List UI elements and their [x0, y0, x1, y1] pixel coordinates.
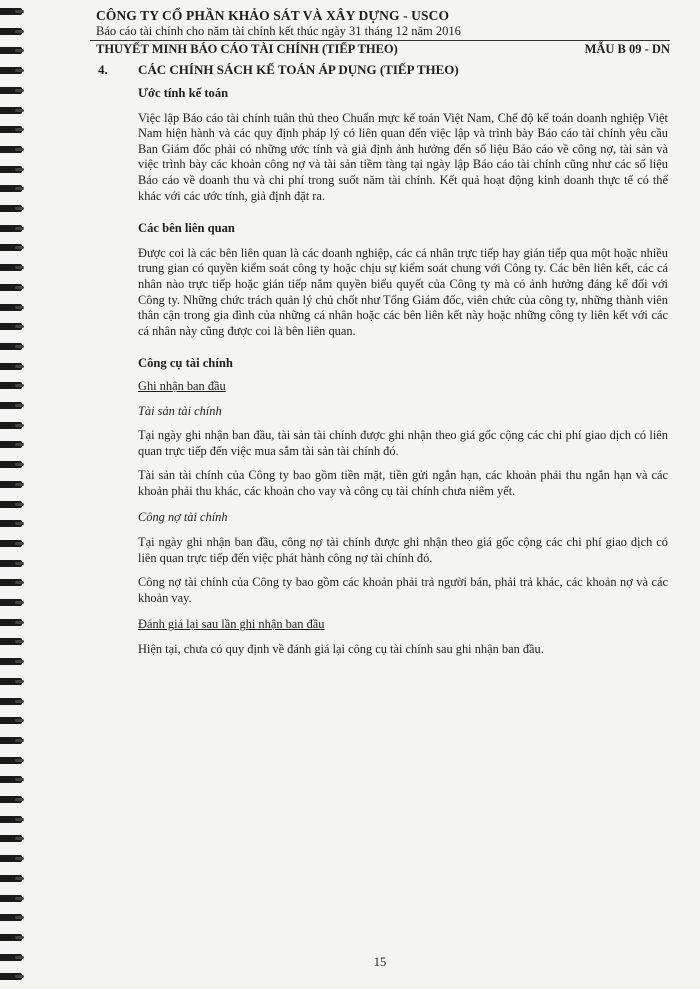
binding-ring — [0, 225, 22, 232]
form-code: MẪU B 09 - DN — [584, 42, 670, 56]
binding-ring — [0, 501, 22, 508]
spiral-binding — [0, 0, 30, 989]
financial-liabilities-paragraph-2: Công nợ tài chính của Công ty bao gồm các khoản phải trả người bán, phải trả khác, các khoản nợ và các khoản vay. — [138, 575, 668, 605]
binding-ring — [0, 166, 22, 173]
binding-ring — [0, 146, 22, 153]
binding-ring — [0, 717, 22, 724]
binding-ring — [0, 816, 22, 823]
binding-ring — [0, 678, 22, 685]
binding-ring — [0, 579, 22, 586]
financial-assets-heading: Tài sản tài chính — [138, 403, 222, 418]
binding-ring — [0, 895, 22, 902]
binding-ring — [0, 481, 22, 488]
binding-ring — [0, 422, 22, 429]
section-title: CÁC CHÍNH SÁCH KẾ TOÁN ÁP DỤNG (TIẾP THEO) — [138, 62, 459, 77]
financial-liabilities-heading: Công nợ tài chính — [138, 510, 228, 525]
binding-ring — [0, 87, 22, 94]
binding-ring — [0, 402, 22, 409]
binding-ring — [0, 8, 22, 15]
binding-ring — [0, 737, 22, 744]
binding-ring — [0, 323, 22, 330]
binding-ring — [0, 126, 22, 133]
binding-ring — [0, 67, 22, 74]
estimates-paragraph: Việc lập Báo cáo tài chính tuân thủ theo Chuẩn mực kế toán Việt Nam, Chế độ kế toán doanh nghiệp Việt Nam hiện hành và các quy định pháp lý có liên quan đến việc lập và trình bày Báo cáo tài chính yêu cầu Ban Giám đốc phải có những ước tính và giả định ảnh hưởng đến số liệu Báo cáo về công nợ, tài sản và việc trình bày các khoản công nợ và tài sản tiềm tàng tại ngày lập Báo cáo tài chính cũng như các số liệu Báo cáo về doanh thu và chi phí trong suốt năm tài chính. Kết quả hoạt động kinh doanh thực tế có thể khác với các ước tính, giả định đặt ra. — [138, 110, 668, 203]
binding-ring — [0, 638, 22, 645]
page-number: 15 — [373, 955, 387, 969]
binding-ring — [0, 757, 22, 764]
initial-recognition-heading: Ghi nhận ban đầu — [138, 378, 226, 393]
binding-ring — [0, 363, 22, 370]
binding-ring — [0, 461, 22, 468]
binding-ring — [0, 107, 22, 114]
binding-ring — [0, 441, 22, 448]
header-divider — [90, 40, 670, 41]
company-name: CÔNG TY CỔ PHẦN KHẢO SÁT VÀ XÂY DỰNG - USCO — [96, 8, 450, 23]
remeasurement-paragraph: Hiện tại, chưa có quy định về đánh giá lại công cụ tài chính sau ghi nhận ban đầu. — [138, 642, 544, 657]
financial-assets-paragraph-2: Tài sản tài chính của Công ty bao gồm tiền mặt, tiền gửi ngắn hạn, các khoản phải thu ngắn hạn và các khoản phải thu khác, các khoản cho vay và công cụ tài chính chưa niêm yết. — [138, 468, 668, 498]
report-title: THUYẾT MINH BÁO CÁO TÀI CHÍNH (TIẾP THEO) — [96, 42, 398, 56]
related-parties-heading: Các bên liên quan — [138, 221, 235, 236]
binding-ring — [0, 954, 22, 961]
financial-liabilities-paragraph-1: Tại ngày ghi nhận ban đầu, công nợ tài chính được ghi nhận theo giá gốc cộng các chi phí giao dịch có liên quan trực tiếp đến việc phát hành công nợ tài chính đó. — [138, 535, 668, 565]
binding-ring — [0, 540, 22, 547]
related-parties-paragraph: Được coi là các bên liên quan là các doanh nghiệp, các cá nhân trực tiếp hay gián tiếp qua một hoặc nhiều trung gian có quyền kiểm soát công ty hoặc chịu sự kiểm soát chung với Công ty. Các bên liên kết, các cá nhân nào trực tiếp hoặc gián tiếp nắm quyền biểu quyết của Công ty mà có ảnh hưởng đáng kể đối với Công ty. Những chức trách quản lý chủ chốt như Tổng Giám đốc, viên chức của công ty, những thành viên thân cận trong gia đình của những cá nhân hoặc các bên liên kết này hoặc những công ty liên kết với các cá nhân này cũng được coi là bên liên quan. — [138, 245, 668, 338]
binding-ring — [0, 185, 22, 192]
section-number: 4. — [98, 62, 108, 77]
binding-ring — [0, 304, 22, 311]
binding-ring — [0, 560, 22, 567]
binding-ring — [0, 28, 22, 35]
binding-ring — [0, 205, 22, 212]
binding-ring — [0, 914, 22, 921]
binding-ring — [0, 875, 22, 882]
binding-ring — [0, 520, 22, 527]
binding-ring — [0, 619, 22, 626]
binding-ring — [0, 343, 22, 350]
section-content — [138, 86, 668, 658]
binding-ring — [0, 855, 22, 862]
remeasurement-heading: Đánh giá lại sau lần ghi nhận ban đầu — [138, 617, 325, 632]
binding-ring — [0, 658, 22, 665]
binding-ring — [0, 934, 22, 941]
binding-ring — [0, 244, 22, 251]
binding-ring — [0, 796, 22, 803]
binding-ring — [0, 47, 22, 54]
binding-ring — [0, 776, 22, 783]
financial-assets-paragraph-1: Tại ngày ghi nhận ban đầu, tài sản tài chính được ghi nhận theo giá gốc cộng các chi phí giao dịch có liên quan trực tiếp đến việc mua sắm tài sản tài chính đó. — [138, 428, 668, 458]
binding-ring — [0, 599, 22, 606]
estimates-heading: Ước tính kế toán — [138, 86, 229, 100]
financial-instruments-heading: Công cụ tài chính — [138, 356, 233, 371]
binding-ring — [0, 264, 22, 271]
report-period: Báo cáo tài chính cho năm tài chính kết thúc ngày 31 tháng 12 năm 2016 — [96, 24, 461, 38]
binding-ring — [0, 284, 22, 291]
binding-ring — [0, 382, 22, 389]
binding-ring — [0, 973, 22, 980]
binding-ring — [0, 698, 22, 705]
binding-ring — [0, 835, 22, 842]
